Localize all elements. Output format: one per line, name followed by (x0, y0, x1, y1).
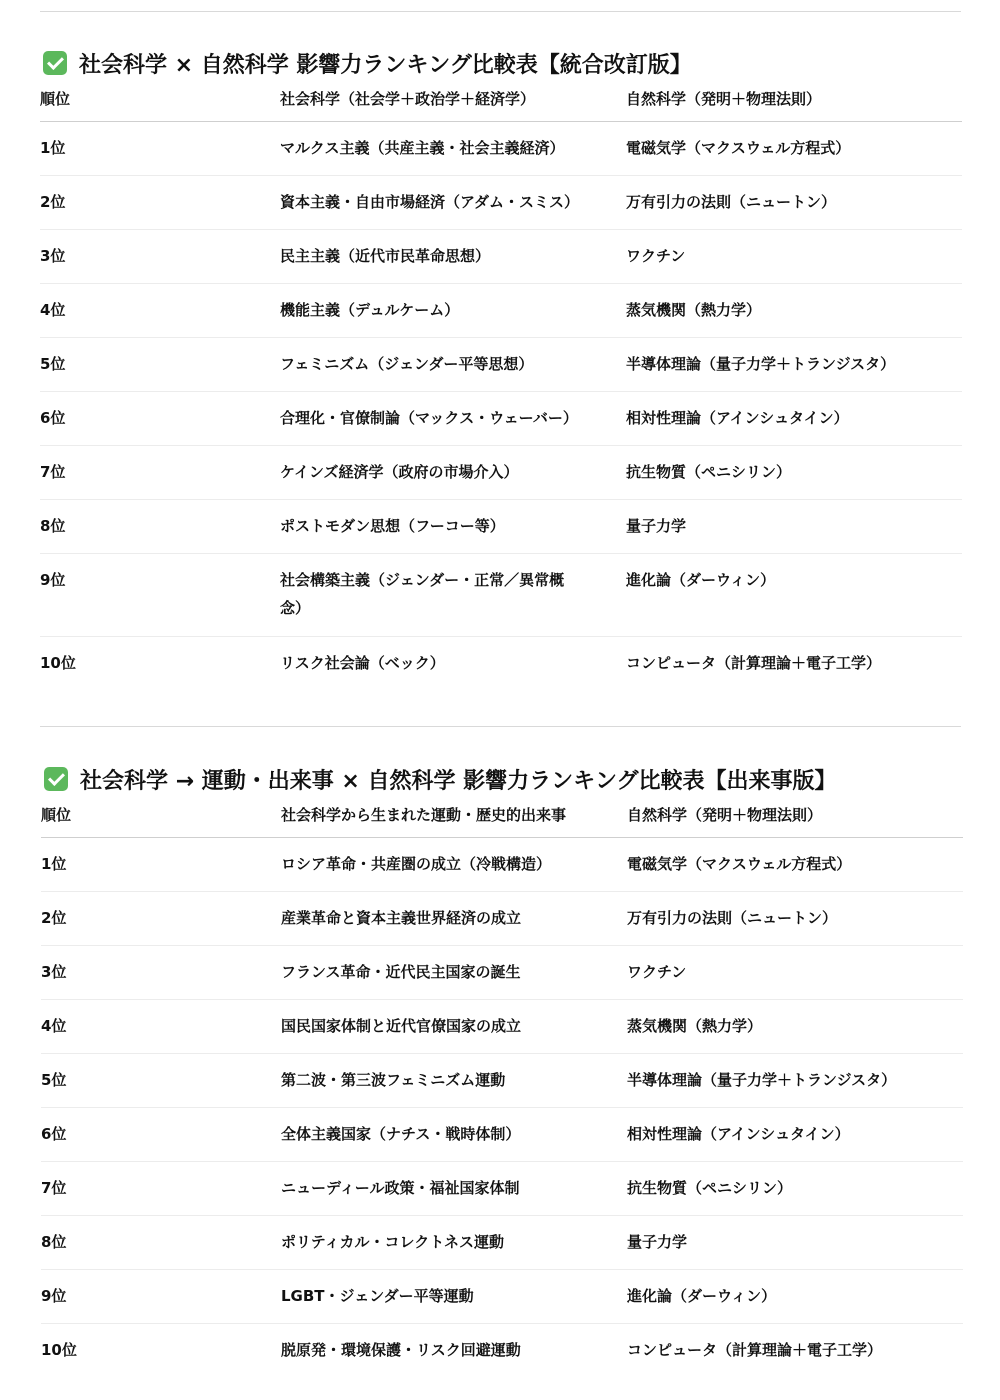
table-row (40, 446, 962, 500)
check-mark-icon (43, 51, 67, 75)
table-row (40, 500, 962, 554)
social-science-cell: マルクス主義（共産主義・社会主義経済） (280, 139, 565, 157)
social-event-cell: 脱原発・環境保護・リスク回避運動 (281, 1341, 521, 1359)
rank-cell: 8位 (40, 517, 66, 535)
natural-science-cell: 半導体理論（量子力学＋トランジスタ） (627, 1071, 897, 1089)
natural-science-cell: コンピュータ（計算理論＋電子工学） (627, 1341, 883, 1359)
natural-science-cell: 進化論（ダーウィン） (626, 571, 776, 589)
natural-science-cell: ワクチン (626, 247, 686, 265)
section-divider (40, 726, 961, 727)
top-divider (40, 11, 961, 12)
natural-science-cell: 電磁気学（マクスウェル方程式） (627, 855, 852, 873)
social-science-cell: 資本主義・自由市場経済（アダム・スミス） (280, 193, 579, 211)
natural-science-cell: 進化論（ダーウィン） (627, 1287, 777, 1305)
table-row (40, 338, 962, 392)
rank-cell: 2位 (41, 909, 67, 927)
header-natural-science: 自然科学（発明＋物理法則） (627, 804, 963, 838)
social-event-cell: フランス革命・近代民主国家の誕生 (281, 963, 521, 981)
ranking-section-integrated (40, 48, 962, 690)
natural-science-cell: 相対性理論（アインシュタイン） (626, 409, 849, 427)
table-row (41, 1324, 963, 1378)
natural-science-cell: 万有引力の法則（ニュートン） (626, 193, 837, 211)
section-heading (41, 764, 963, 794)
social-science-cell: ポストモダン思想（フーコー等） (280, 517, 505, 535)
check-mark-icon (44, 767, 68, 791)
table-row (40, 554, 962, 637)
ranking-section-events (41, 764, 963, 1377)
table-row (40, 392, 962, 446)
section-heading (40, 48, 962, 78)
rank-cell: 1位 (41, 855, 67, 873)
rank-cell: 3位 (40, 247, 66, 265)
section-title: 社会科学 → 運動・出来事 × 自然科学 影響力ランキング比較表【出来事版】 (80, 768, 837, 794)
rank-cell: 4位 (41, 1017, 67, 1035)
rank-cell: 6位 (41, 1125, 67, 1143)
natural-science-cell: 蒸気機関（熱力学） (626, 301, 762, 319)
social-event-cell: 産業革命と資本主義世界経済の成立 (281, 909, 522, 927)
header-social-science: 社会科学（社会学＋政治学＋経済学） (280, 88, 626, 122)
ranking-table (40, 88, 962, 690)
social-event-cell: ロシア革命・共産圏の成立（冷戦構造） (281, 855, 552, 873)
rank-cell: 9位 (40, 571, 66, 589)
natural-science-cell: 抗生物質（ペニシリン） (626, 463, 792, 481)
natural-science-cell: 量子力学 (627, 1233, 688, 1251)
table-row (40, 230, 962, 284)
table-row (41, 1270, 963, 1324)
natural-science-cell: 蒸気機関（熱力学） (627, 1017, 763, 1035)
rank-cell: 7位 (40, 463, 66, 481)
table-row (41, 1054, 963, 1108)
natural-science-cell: 抗生物質（ペニシリン） (627, 1179, 793, 1197)
natural-science-cell: 量子力学 (626, 517, 687, 535)
rank-cell: 3位 (41, 963, 67, 981)
natural-science-cell: 半導体理論（量子力学＋トランジスタ） (626, 355, 896, 373)
rank-cell: 2位 (40, 193, 66, 211)
table-header-row (41, 804, 963, 838)
table-row (41, 946, 963, 1000)
social-event-cell: LGBT・ジェンダー平等運動 (281, 1287, 474, 1305)
social-event-cell: ニューディール政策・福祉国家体制 (281, 1179, 520, 1197)
table-row (41, 1000, 963, 1054)
natural-science-cell: 相対性理論（アインシュタイン） (627, 1125, 850, 1143)
rank-cell: 4位 (40, 301, 66, 319)
table-row (40, 176, 962, 230)
natural-science-cell: 万有引力の法則（ニュートン） (627, 909, 838, 927)
table-row (40, 637, 962, 691)
social-science-cell: フェミニズム（ジェンダー平等思想） (280, 355, 534, 373)
rank-cell: 9位 (41, 1287, 67, 1305)
section-title: 社会科学 × 自然科学 影響力ランキング比較表【統合改訂版】 (79, 52, 692, 78)
natural-science-cell: ワクチン (627, 963, 687, 981)
table-row (40, 122, 962, 176)
social-event-cell: 全体主義国家（ナチス・戦時体制） (281, 1125, 521, 1143)
social-event-cell: ポリティカル・コレクトネス運動 (281, 1233, 505, 1251)
natural-science-cell: コンピュータ（計算理論＋電子工学） (626, 654, 882, 672)
rank-cell: 10位 (40, 654, 76, 672)
table-header-row (40, 88, 962, 122)
header-social-movement: 社会科学から生まれた運動・歴史的出来事 (281, 804, 627, 838)
social-science-cell: 合理化・官僚制論（マックス・ウェーバー） (280, 409, 578, 427)
social-science-cell: リスク社会論（ベック） (280, 654, 445, 672)
table-row (40, 284, 962, 338)
rank-cell: 6位 (40, 409, 66, 427)
table-row (41, 838, 963, 892)
table-row (41, 1108, 963, 1162)
ranking-table (41, 804, 963, 1377)
rank-cell: 1位 (40, 139, 66, 157)
social-science-cell: ケインズ経済学（政府の市場介入） (280, 463, 519, 481)
table-row (41, 1216, 963, 1270)
natural-science-cell: 電磁気学（マクスウェル方程式） (626, 139, 851, 157)
rank-cell: 8位 (41, 1233, 67, 1251)
table-row (41, 892, 963, 946)
header-natural-science: 自然科学（発明＋物理法則） (626, 88, 962, 122)
social-event-cell: 第二波・第三波フェミニズム運動 (281, 1071, 506, 1089)
social-science-cell: 機能主義（デュルケーム） (280, 301, 460, 319)
rank-cell: 7位 (41, 1179, 67, 1197)
rank-cell: 5位 (41, 1071, 67, 1089)
social-science-cell: 民主主義（近代市民革命思想） (280, 247, 491, 265)
social-event-cell: 国民国家体制と近代官僚国家の成立 (281, 1017, 522, 1035)
rank-cell: 5位 (40, 355, 66, 373)
rank-cell: 10位 (41, 1341, 77, 1359)
header-rank: 順位 (40, 88, 280, 122)
header-rank: 順位 (41, 804, 281, 838)
social-science-cell: 社会構築主義（ジェンダー・正常／異常概念） (280, 571, 565, 617)
table-row (41, 1162, 963, 1216)
